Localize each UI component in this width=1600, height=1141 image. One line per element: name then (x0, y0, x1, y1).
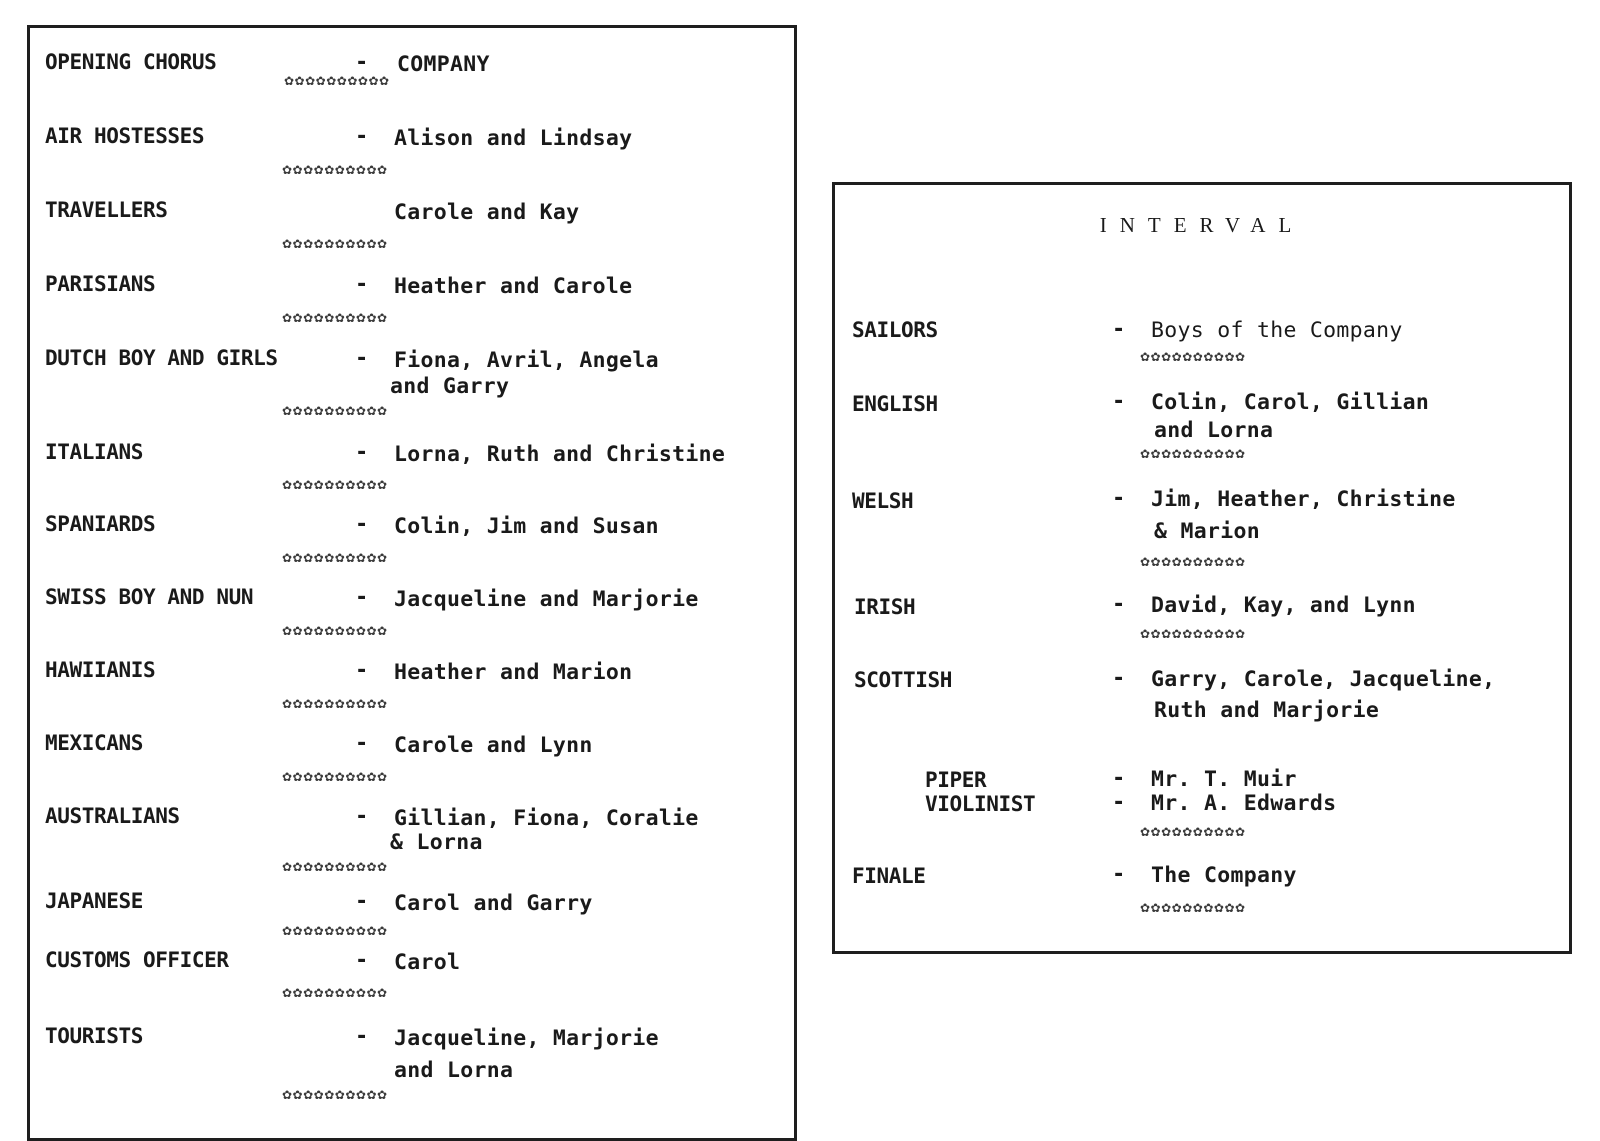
ornament-divider: ✿✿✿✿✿✿✿✿✿✿ (282, 163, 388, 177)
dash-separator: - (1112, 592, 1126, 617)
cast-line: Boys of the Company (1151, 318, 1403, 343)
programme-right-panel (832, 182, 1572, 954)
ornament-divider: ✿✿✿✿✿✿✿✿✿✿ (1140, 555, 1246, 569)
cast-line: & Lorna (390, 830, 483, 855)
act-name: PIPER (925, 768, 987, 792)
cast-line: Carol and Garry (394, 891, 593, 916)
cast-line: Jacqueline and Marjorie (394, 587, 699, 612)
act-name: TOURISTS (45, 1024, 143, 1048)
act-name: AUSTRALIANS (45, 804, 180, 828)
act-name: TRAVELLERS (45, 198, 168, 222)
act-name: DUTCH BOY AND GIRLS (45, 346, 278, 370)
dash-separator: - (355, 346, 369, 371)
act-name: ITALIANS (45, 440, 143, 464)
dash-separator: - (355, 585, 369, 610)
dash-separator: - (355, 1024, 369, 1049)
dash-separator: - (1112, 766, 1126, 791)
dash-separator: - (1112, 666, 1126, 691)
dash-separator: - (355, 50, 369, 75)
ornament-divider: ✿✿✿✿✿✿✿✿✿✿ (284, 74, 390, 88)
dash-separator: - (355, 948, 369, 973)
ornament-divider: ✿✿✿✿✿✿✿✿✿✿ (1140, 825, 1246, 839)
act-name: MEXICANS (45, 731, 143, 755)
act-name: AIR HOSTESSES (45, 124, 205, 148)
ornament-divider: ✿✿✿✿✿✿✿✿✿✿ (282, 624, 388, 638)
act-name: FINALE (852, 864, 926, 888)
cast-line: and Lorna (394, 1058, 514, 1083)
dash-separator: - (355, 889, 369, 914)
act-name: CUSTOMS OFFICER (45, 948, 229, 972)
cast-line: David, Kay, and Lynn (1151, 593, 1416, 618)
cast-line: Alison and Lindsay (394, 126, 633, 151)
programme-left-panel (27, 25, 797, 1141)
cast-line: Mr. T. Muir (1151, 767, 1297, 792)
cast-line: Colin, Carol, Gillian (1151, 390, 1430, 415)
ornament-divider: ✿✿✿✿✿✿✿✿✿✿ (1140, 447, 1246, 461)
ornament-divider: ✿✿✿✿✿✿✿✿✿✿ (1140, 627, 1246, 641)
dash-separator: - (1112, 486, 1126, 511)
act-name: OPENING CHORUS (45, 50, 217, 74)
cast-line: Carol (394, 950, 461, 975)
ornament-divider: ✿✿✿✿✿✿✿✿✿✿ (282, 404, 388, 418)
cast-line: Lorna, Ruth and Christine (394, 442, 726, 467)
ornament-divider: ✿✿✿✿✿✿✿✿✿✿ (282, 924, 388, 938)
act-name: JAPANESE (45, 889, 143, 913)
cast-line: COMPANY (397, 52, 490, 77)
act-name: VIOLINIST (925, 792, 1036, 816)
cast-line: Heather and Marion (394, 660, 633, 685)
cast-line: and Lorna (1154, 418, 1274, 443)
cast-line: Heather and Carole (394, 274, 633, 299)
interval-heading: INTERVAL (1099, 213, 1305, 237)
cast-line: Carole and Kay (394, 200, 580, 225)
act-name: SPANIARDS (45, 512, 156, 536)
dash-separator: - (355, 272, 369, 297)
ornament-divider: ✿✿✿✿✿✿✿✿✿✿ (1140, 350, 1246, 364)
cast-line: Colin, Jim and Susan (394, 514, 659, 539)
act-name: SCOTTISH (854, 668, 952, 692)
ornament-divider: ✿✿✿✿✿✿✿✿✿✿ (282, 697, 388, 711)
act-name: HAWIIANIS (45, 658, 156, 682)
cast-line: Mr. A. Edwards (1151, 791, 1337, 816)
ornament-divider: ✿✿✿✿✿✿✿✿✿✿ (1140, 901, 1246, 915)
cast-line: Gillian, Fiona, Coralie (394, 806, 699, 831)
cast-line: Jim, Heather, Christine (1151, 487, 1456, 512)
ornament-divider: ✿✿✿✿✿✿✿✿✿✿ (282, 478, 388, 492)
ornament-divider: ✿✿✿✿✿✿✿✿✿✿ (282, 551, 388, 565)
dash-separator: - (1112, 790, 1126, 815)
act-name: ENGLISH (852, 392, 938, 416)
cast-line: Carole and Lynn (394, 733, 593, 758)
dash-separator: - (355, 124, 369, 149)
ornament-divider: ✿✿✿✿✿✿✿✿✿✿ (282, 860, 388, 874)
act-name: PARISIANS (45, 272, 156, 296)
cast-line: Jacqueline, Marjorie (394, 1026, 659, 1051)
ornament-divider: ✿✿✿✿✿✿✿✿✿✿ (282, 1088, 388, 1102)
dash-separator: - (355, 440, 369, 465)
act-name: SAILORS (852, 318, 938, 342)
ornament-divider: ✿✿✿✿✿✿✿✿✿✿ (282, 237, 388, 251)
cast-line: and Garry (390, 374, 510, 399)
act-name: WELSH (852, 489, 914, 513)
dash-separator: - (355, 512, 369, 537)
dash-separator: - (355, 658, 369, 683)
cast-line: Ruth and Marjorie (1154, 698, 1380, 723)
dash-separator: - (355, 731, 369, 756)
dash-separator: - (1112, 389, 1126, 414)
act-name: IRISH (854, 595, 916, 619)
cast-line: Garry, Carole, Jacqueline, (1151, 667, 1496, 692)
dash-separator: - (1112, 317, 1126, 342)
ornament-divider: ✿✿✿✿✿✿✿✿✿✿ (282, 986, 388, 1000)
act-name: SWISS BOY AND NUN (45, 585, 254, 609)
cast-line: The Company (1151, 863, 1297, 888)
ornament-divider: ✿✿✿✿✿✿✿✿✿✿ (282, 311, 388, 325)
dash-separator: - (355, 804, 369, 829)
dash-separator: - (1112, 862, 1126, 887)
cast-line: & Marion (1154, 519, 1260, 544)
ornament-divider: ✿✿✿✿✿✿✿✿✿✿ (282, 770, 388, 784)
cast-line: Fiona, Avril, Angela (394, 348, 659, 373)
